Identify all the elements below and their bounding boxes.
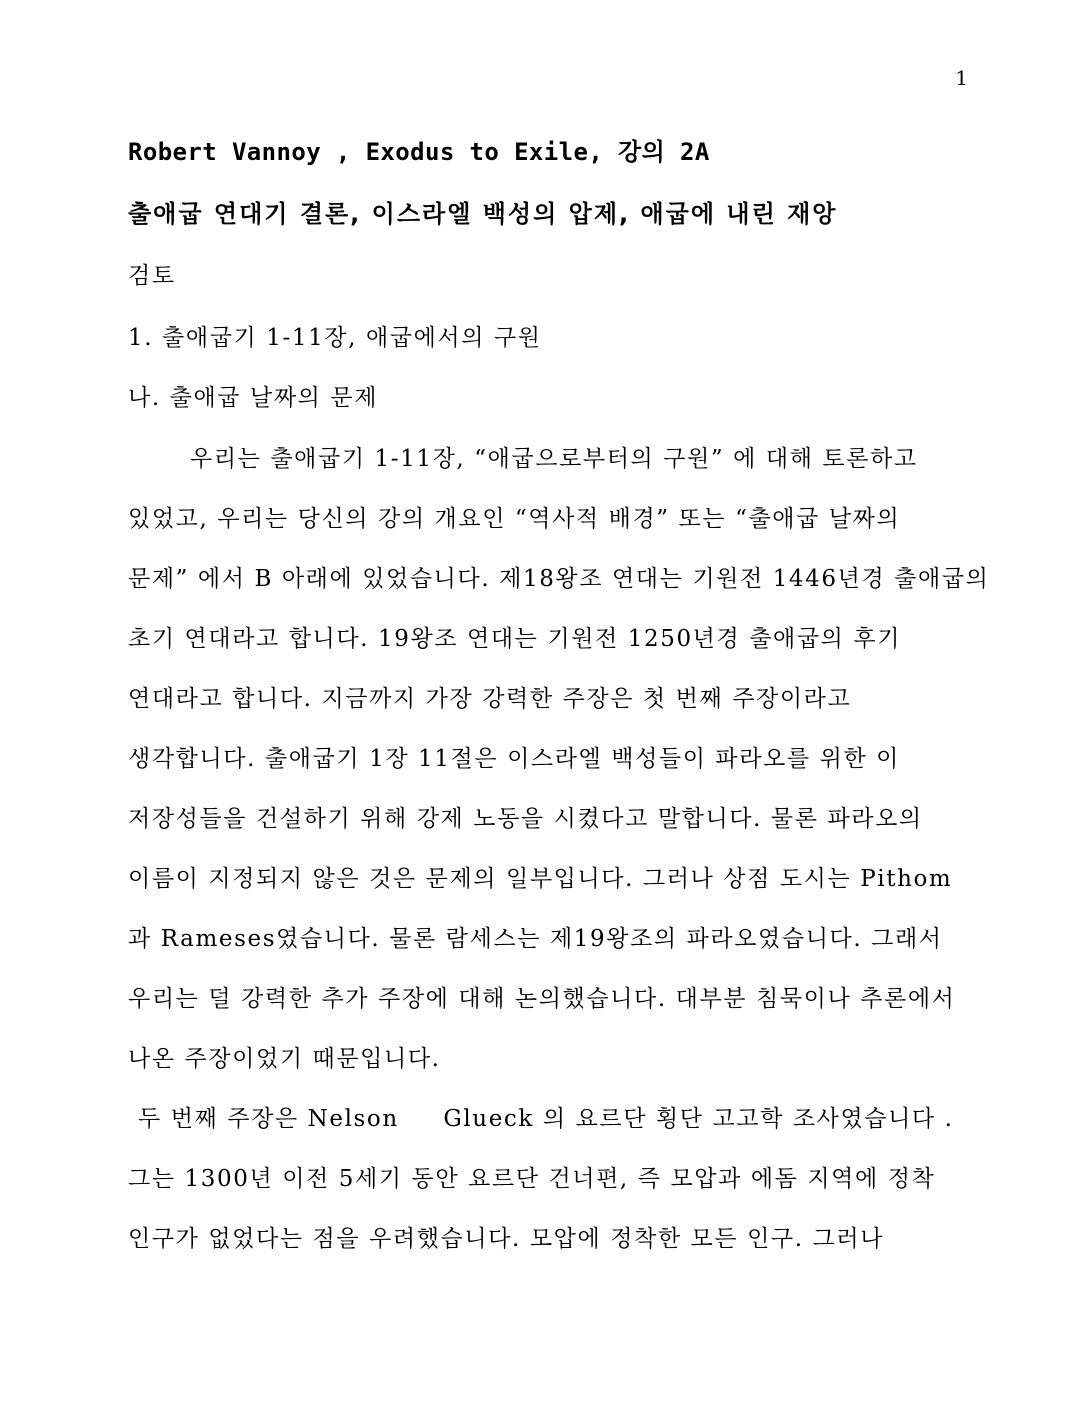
paragraph-line: 우리는 출애굽기 1-11장, “애굽으로부터의 구원” 에 대해 토론하고 xyxy=(190,446,918,472)
paragraph-line: 두 번째 주장은 Nelson Glueck 의 요르단 횡단 고고학 조사였습니다 . xyxy=(138,1106,954,1132)
paragraph-line: 초기 연대라고 합니다. 19왕조 연대는 기원전 1250년경 출애굽의 후기 xyxy=(128,626,902,652)
paragraph-line: 나온 주장이었기 때문입니다. xyxy=(128,1046,441,1072)
document-title: Robert Vannoy , Exodus to Exile, 강의 2A xyxy=(128,138,710,166)
document-subtitle: 출애굽 연대기 결론, 이스라엘 백성의 압제, 애굽에 내린 재앙 xyxy=(128,200,838,228)
paragraph-line: 인구가 없었다는 점을 우려했습니다. 모압에 정착한 모든 인구. 그러나 xyxy=(128,1226,885,1252)
paragraph-line: 저장성들을 건설하기 위해 강제 노동을 시켰다고 말합니다. 물론 파라오의 xyxy=(128,806,923,832)
paragraph-line: 문제” 에서 B 아래에 있었습니다. 제18왕조 연대는 기원전 1446년경 출애굽의 xyxy=(128,566,990,592)
paragraph-line: 이름이 지정되지 않은 것은 문제의 일부입니다. 그러나 상점 도시는 Pithom xyxy=(128,866,953,892)
page-number: 1 xyxy=(955,66,968,90)
section-heading: 검토 xyxy=(128,263,176,289)
paragraph-line: 그는 1300년 이전 5세기 동안 요르단 건너편, 즉 모압과 에돔 지역에 정착 xyxy=(128,1166,936,1192)
paragraph-line: 과 Rameses였습니다. 물론 람세스는 제19왕조의 파라오였습니다. 그래서 xyxy=(128,926,943,952)
paragraph-line: 생각합니다. 출애굽기 1장 11절은 이스라엘 백성들이 파라오를 위한 이 xyxy=(128,746,900,772)
outline-item-2: 나. 출애굽 날짜의 문제 xyxy=(128,385,379,411)
paragraph-line: 연대라고 합니다. 지금까지 가장 강력한 주장은 첫 번째 주장이라고 xyxy=(128,686,852,712)
outline-item-1: 1. 출애굽기 1-11장, 애굽에서의 구원 xyxy=(128,325,542,351)
paragraph-line: 우리는 덜 강력한 추가 주장에 대해 논의했습니다. 대부분 침묵이나 추론에서 xyxy=(128,986,956,1012)
paragraph-line: 있었고, 우리는 당신의 강의 개요인 “역사적 배경” 또는 “출애굽 날짜의 xyxy=(128,506,901,532)
